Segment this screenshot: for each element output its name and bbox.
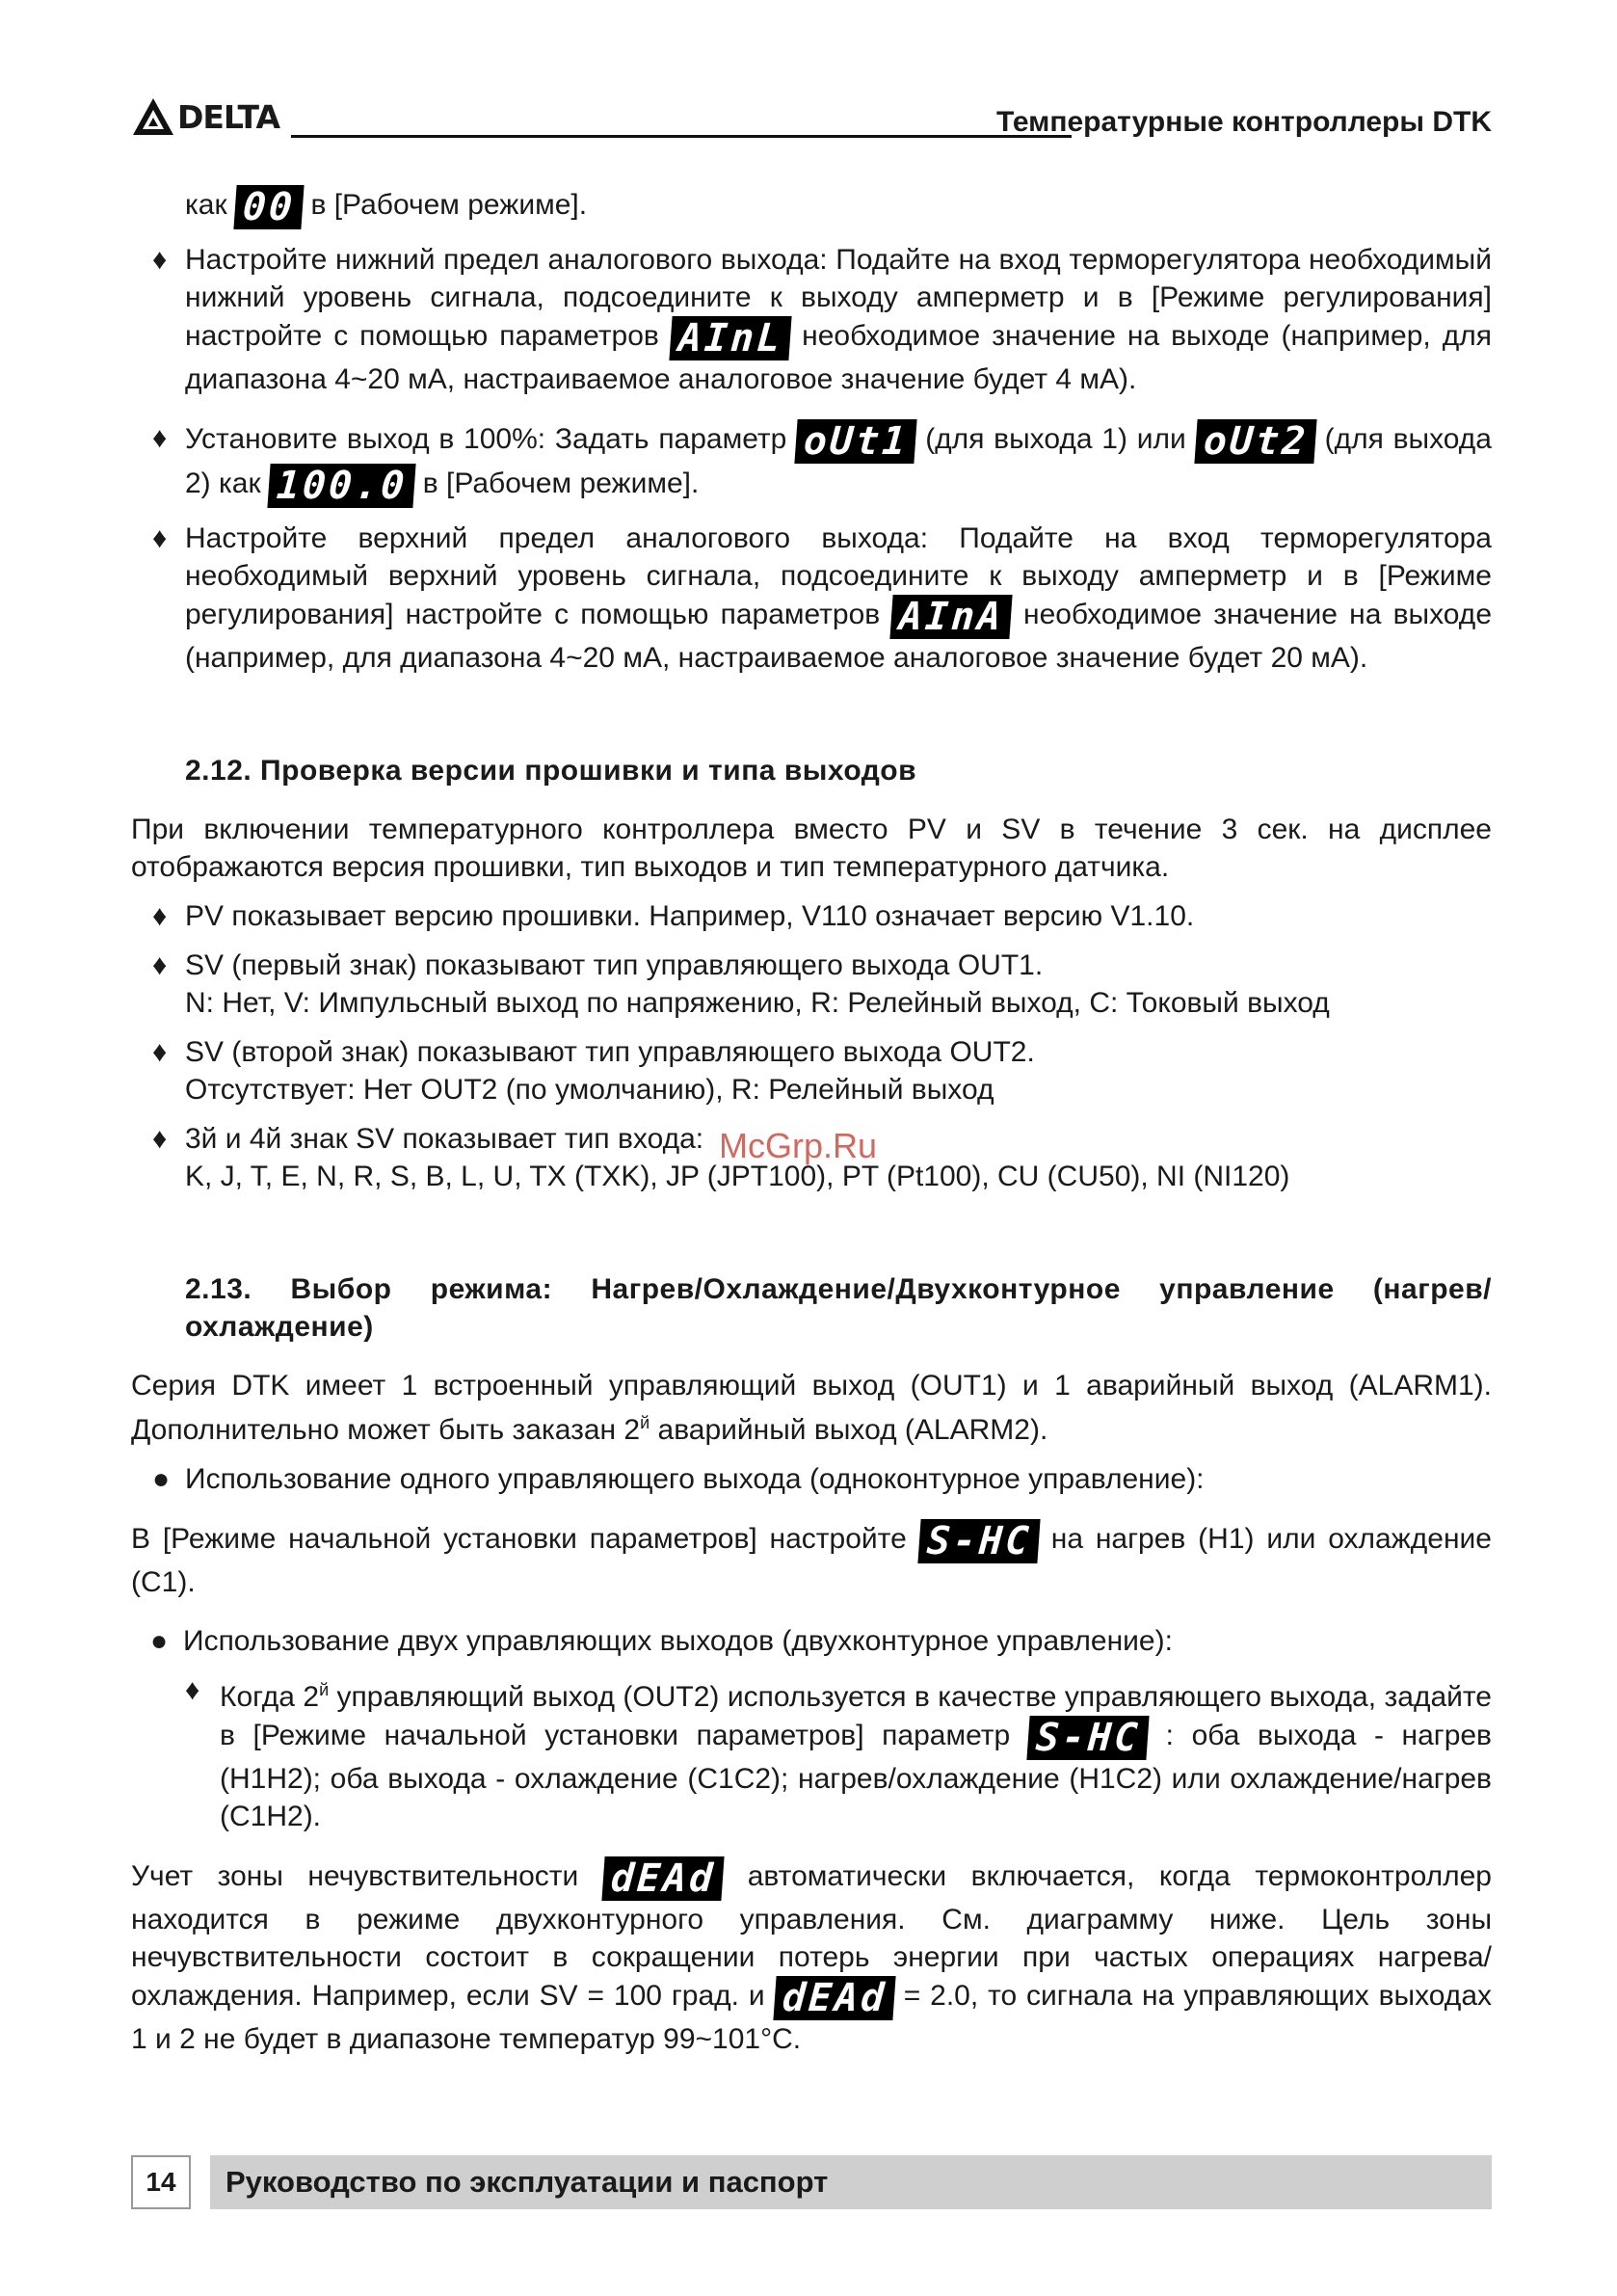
lcd-hundred: 100.0 <box>267 464 416 508</box>
brand-name: DELTA <box>177 97 279 136</box>
lcd-aina: AInA <box>890 595 1014 639</box>
list-item: ♦ Установите выход в 100%: Задать параметр oUt1 (для выхода 1) или oUt2 (для выхода 2) как 100.0 в [Рабочем режиме]. <box>152 419 1492 508</box>
page-header <box>131 94 1492 143</box>
diamond-bullet-icon: ♦ <box>152 422 168 454</box>
diamond-bullet-icon: ♦ <box>185 1674 200 1706</box>
page-content <box>131 185 1492 2058</box>
diamond-bullet-icon: ♦ <box>152 949 168 981</box>
list-item: ♦ Настройте верхний предел аналогового выхода: Подайте на вход терморегулятора необходимый верхний уровень сигнала, подсоедините к выходу амперметр и в [Режиме регулирования] настройте с помощью параметров AInA необходимое значение на выходе (например, для диапазона 4~20 мА, настраиваемое аналоговое значение будет 20 мА). <box>131 520 1492 677</box>
diamond-bullet-icon: ♦ <box>152 244 168 276</box>
list-item: ♦ SV (первый знак) показывают тип управляющего выхода OUT1. N: Нет, V: Импульсный выход по напряжению, R: Релейный выход, C: Токовый выход <box>131 947 1492 1022</box>
list-item: ♦ 3й и 4й знак SV показывает тип входа: K, J, T, E, N, R, S, B, L, U, TX (TXK), JP (JPT100), PT (Pt100), CU (CU50), NI (NI120) <box>131 1120 1492 1195</box>
lcd-dead: dEAd <box>601 1856 725 1901</box>
dot-bullet-icon: ● <box>152 1463 171 1495</box>
continuation-line: как 00 в [Рабочем режиме]. <box>185 185 588 229</box>
header-title: Температурные контроллеры DTK <box>996 106 1492 138</box>
diamond-bullet-icon: ♦ <box>152 1123 168 1155</box>
diamond-bullet-icon: ♦ <box>152 1036 168 1068</box>
delta-logo <box>131 94 279 139</box>
lcd-out2: oUt2 <box>1194 419 1317 464</box>
list-item-nested: ♦ Когда $2^й$ управляющий выход (OUT2) используется в качестве управляющего выхода, задайте в [Режиме начальной установки параметров] параметр S-HC : оба выхода - нагрев (H1H2); оба выхода - охлаждение (C1C2); нагрев/охлаждение (H1C2) или охлаждение/нагрев (C1H2). <box>166 1671 1492 1835</box>
delta-triangle-icon <box>131 96 175 137</box>
paragraph: В [Режиме начальной установки параметров] настройте S-HC на нагрев (H1) или охлаждение (C1). <box>131 1519 1492 1598</box>
section-intro: При включении температурного контроллера вместо PV и SV в течение 3 сек. на дисплее отображаются версия прошивки, тип выходов и тип температурного датчика. <box>131 814 1492 883</box>
dot-bullet-icon: ● <box>150 1625 169 1657</box>
watermark: McGrp.Ru <box>719 1126 878 1165</box>
lcd-zero: 00 <box>233 185 304 229</box>
header-rule <box>291 135 1072 138</box>
lcd-out1: oUt1 <box>795 419 918 464</box>
footer-title: Руководство по эксплуатации и паспорт <box>210 2155 1492 2209</box>
section-intro: Серия DTK имеет 1 встроенный управляющий выход (OUT1) и 1 аварийный выход (ALARM1). Дополнительно может быть заказан $2^й$ аварийный выход (ALARM2). <box>131 1370 1492 1446</box>
lcd-dead-2: dEAd <box>773 1976 896 2020</box>
section-heading-2-12: 2.12. Проверка версии прошивки и типа выходов <box>185 755 917 787</box>
section-heading-2-13: 2.13. Выбор режима: Нагрев/Охлаждение/Двухконтурное управление (нагрев/охлаждение) <box>185 1273 1492 1343</box>
diamond-bullet-icon: ♦ <box>152 900 168 932</box>
lcd-aini: AInL <box>669 316 792 360</box>
deadband-paragraph: Учет зоны нечувствительности dEAd автоматически включается, когда термоконтроллер находится в режиме двухконтурного управления. См. диаграмму ниже. Цель зоны нечувствительности состоит в сокращении потерь энергии при частых операциях нагрева/охлаждения. Например, если SV = 100 град. и dEAd = 2.0, то сигнала на управляющих выходах 1 и 2 не будет в диапазоне температур 99~101°C. <box>131 1856 1492 2055</box>
list-item: ♦ Настройте нижний предел аналогового выхода: Подайте на вход терморегулятора необходимый нижний уровень сигнала, подсоедините к выходу амперметр и в [Режиме регулирования] настройте с помощью параметров AInL необходимое значение на выходе (например, для диапазона 4~20 мА, настраиваемое аналоговое значение будет 4 мА). <box>131 241 1492 398</box>
page-number: 14 <box>131 2155 191 2209</box>
list-item: ♦ PV показывает версию прошивки. Например, V110 означает версию V1.10. <box>131 897 1492 935</box>
lcd-shc: S-HC <box>917 1519 1041 1563</box>
lcd-shc-2: S-HC <box>1026 1716 1150 1760</box>
list-item: ● Использование двух управляющих выходов (двухконтурное управление): <box>131 1622 1492 1660</box>
list-item: ♦ SV (второй знак) показывают тип управляющего выхода OUT2. Отсутствует: Нет OUT2 (по умолчанию), R: Релейный выход <box>131 1033 1492 1108</box>
list-item: ● Использование одного управляющего выхода (одноконтурное управление): <box>131 1460 1492 1498</box>
diamond-bullet-icon: ♦ <box>152 522 168 554</box>
